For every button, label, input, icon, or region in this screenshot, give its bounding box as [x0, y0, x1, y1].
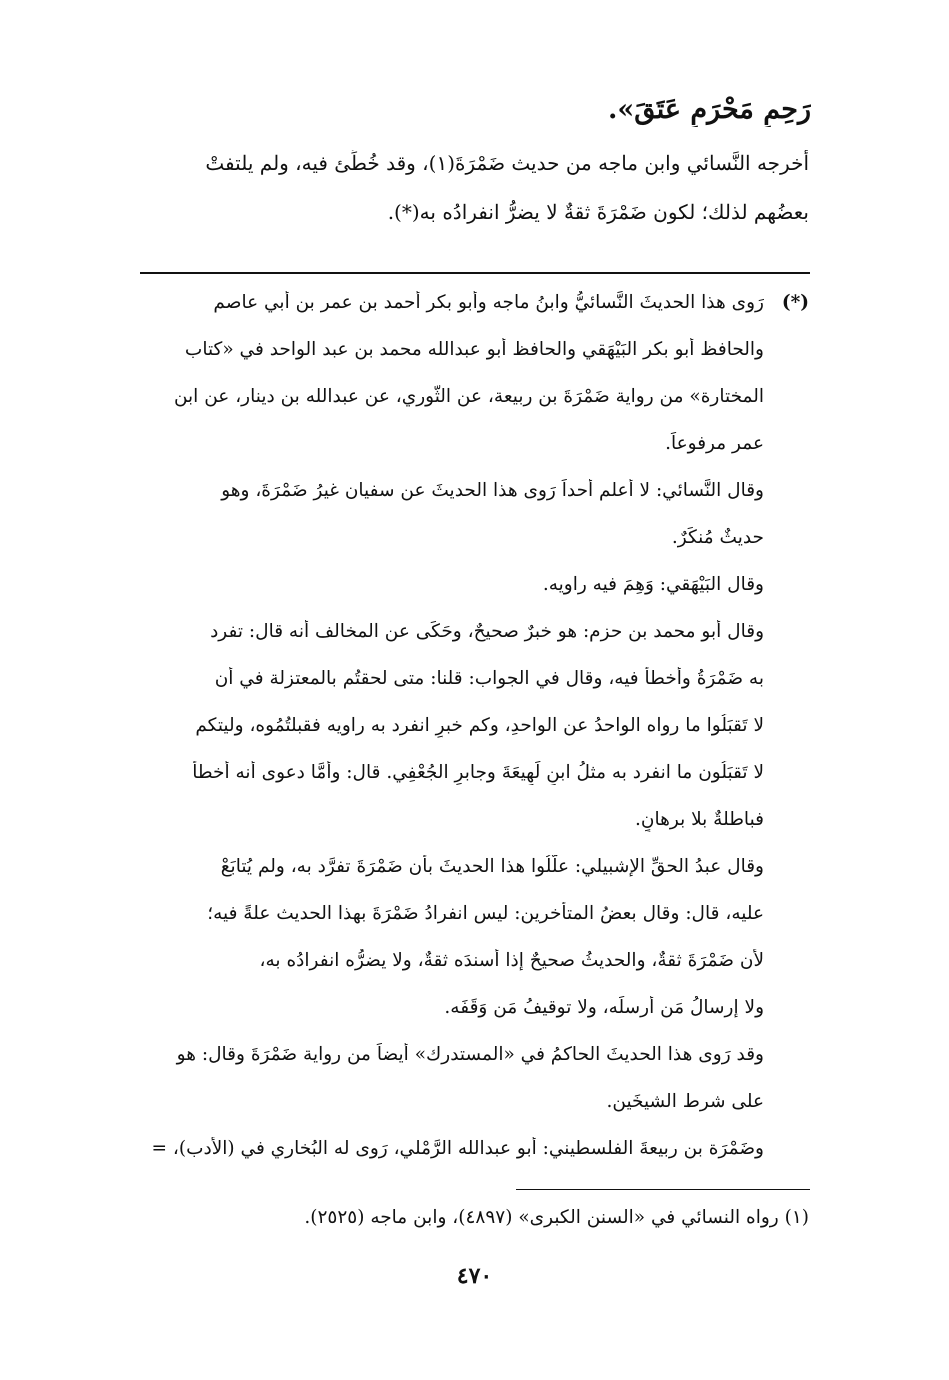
footnote-line: المختارة» من رواية ضَمْرَةَ بن ربيعة، عن الثَّوري، عن عبدالله بن دينار، عن ابن	[173, 386, 764, 407]
footnote-line: حديثٌ مُنكَرٌ.	[671, 527, 764, 548]
footnote-line: وضَمْرَة بن ربيعةَ الفلسطيني: أبو عبدالله الرَّمْلي، رَوى له البُخاري في (الأدب)، =	[151, 1138, 764, 1159]
footnote-line: به ضَمْرَةُ وأخطأ فيه، وقال في الجواب: قلنا: متى لحقتُم بالمعتزلة في أن	[214, 668, 764, 689]
footnote-line: وقال عبدُ الحقِّ الإشبيلي: علَّلُوا هذا الحديثَ بأن ضَمْرَةَ تفرَّد به، ولم يُتابَعْ	[220, 856, 764, 877]
footnote-line: لا تَقبَلُون ما انفرد به مثلُ ابنِ لَهِيعَةَ وجابرِ الجُعْفِي. قال: وأمَّا دعوى أنه أخطأ	[192, 762, 764, 783]
footnote-line: وقال البَيْهَقي: وَهِمَ فيه راويه.	[542, 574, 764, 595]
footnote-one: (١) رواه النسائي في «السنن الكبرى» (٤٨٩٧)، وابن ماجه (٢٥٢٥).	[304, 1207, 809, 1228]
footnote-separator	[140, 272, 810, 274]
footnote-line: رَوى هذا الحديثَ النَّسائيُّ وابنُ ماجه وأبو بكر أحمد بن عمر بن أبي عاصم	[213, 292, 764, 313]
top-heading: رَحِمٍ مَحْرَمٍ عَتَقَ».	[607, 94, 811, 125]
footnote-short-separator	[516, 1189, 810, 1190]
footnote-line: وقال النَّسائي: لا أعلم أحداً رَوى هذا الحديثَ عن سفيان غيرُ ضَمْرَةَ، وهو	[221, 480, 764, 501]
footnote-star-marker: (*)	[781, 292, 809, 313]
footnote-line: عمر مرفوعاً.	[665, 433, 764, 454]
footnote-line: على شرط الشيخَين.	[606, 1091, 764, 1112]
main-text-line: بعضُهم لذلك؛ لكون ضَمْرَةَ ثقةٌ لا يضرُّ انفرادُه به(*).	[387, 200, 809, 224]
footnote-line: والحافظ أبو بكر البَيْهَقي والحافظ أبو عبدالله محمد بن عبد الواحد في «كتاب	[184, 339, 764, 360]
page-number: ٤٧٠	[456, 1263, 493, 1289]
footnote-line: لا تَقبَلُوا ما رواه الواحدُ عن الواحدِ، وكم خبرٍ انفرد به راويه فقبلتُمُوه، وليتكم	[195, 715, 764, 736]
footnote-line: عليه، قال: وقال بعضُ المتأخرين: ليس انفرادُ ضَمْرَةَ بهذا الحديث علةً فيه؛	[207, 903, 764, 924]
footnote-line: وقد رَوى هذا الحديثَ الحاكمُ في «المستدرك» أيضاً من رواية ضَمْرَةَ وقال: هو	[176, 1044, 764, 1065]
main-text-line: أخرجه النَّسائي وابن ماجه من حديث ضَمْرَةَ(١)، وقد خُطِّئ فيه، ولم يلتفتْ	[205, 151, 809, 175]
footnote-line: وقال أبو محمد بن حزم: هو خبرٌ صحيحٌ، وحَكَى عن المخالف أنه قال: تفرد	[210, 621, 764, 642]
footnote-line: فباطلةٌ بلا برهانٍ.	[635, 809, 764, 830]
footnote-line: ولا إرسالُ مَن أَرسلَه، ولا توقيفُ مَن وَقَفَه.	[444, 997, 764, 1018]
footnote-line: لأن ضَمْرَةَ ثقةٌ، والحديثُ صحيحٌ إذا أَسندَه ثقةٌ، ولا يضرُّه انفرادُه به،	[259, 950, 764, 971]
